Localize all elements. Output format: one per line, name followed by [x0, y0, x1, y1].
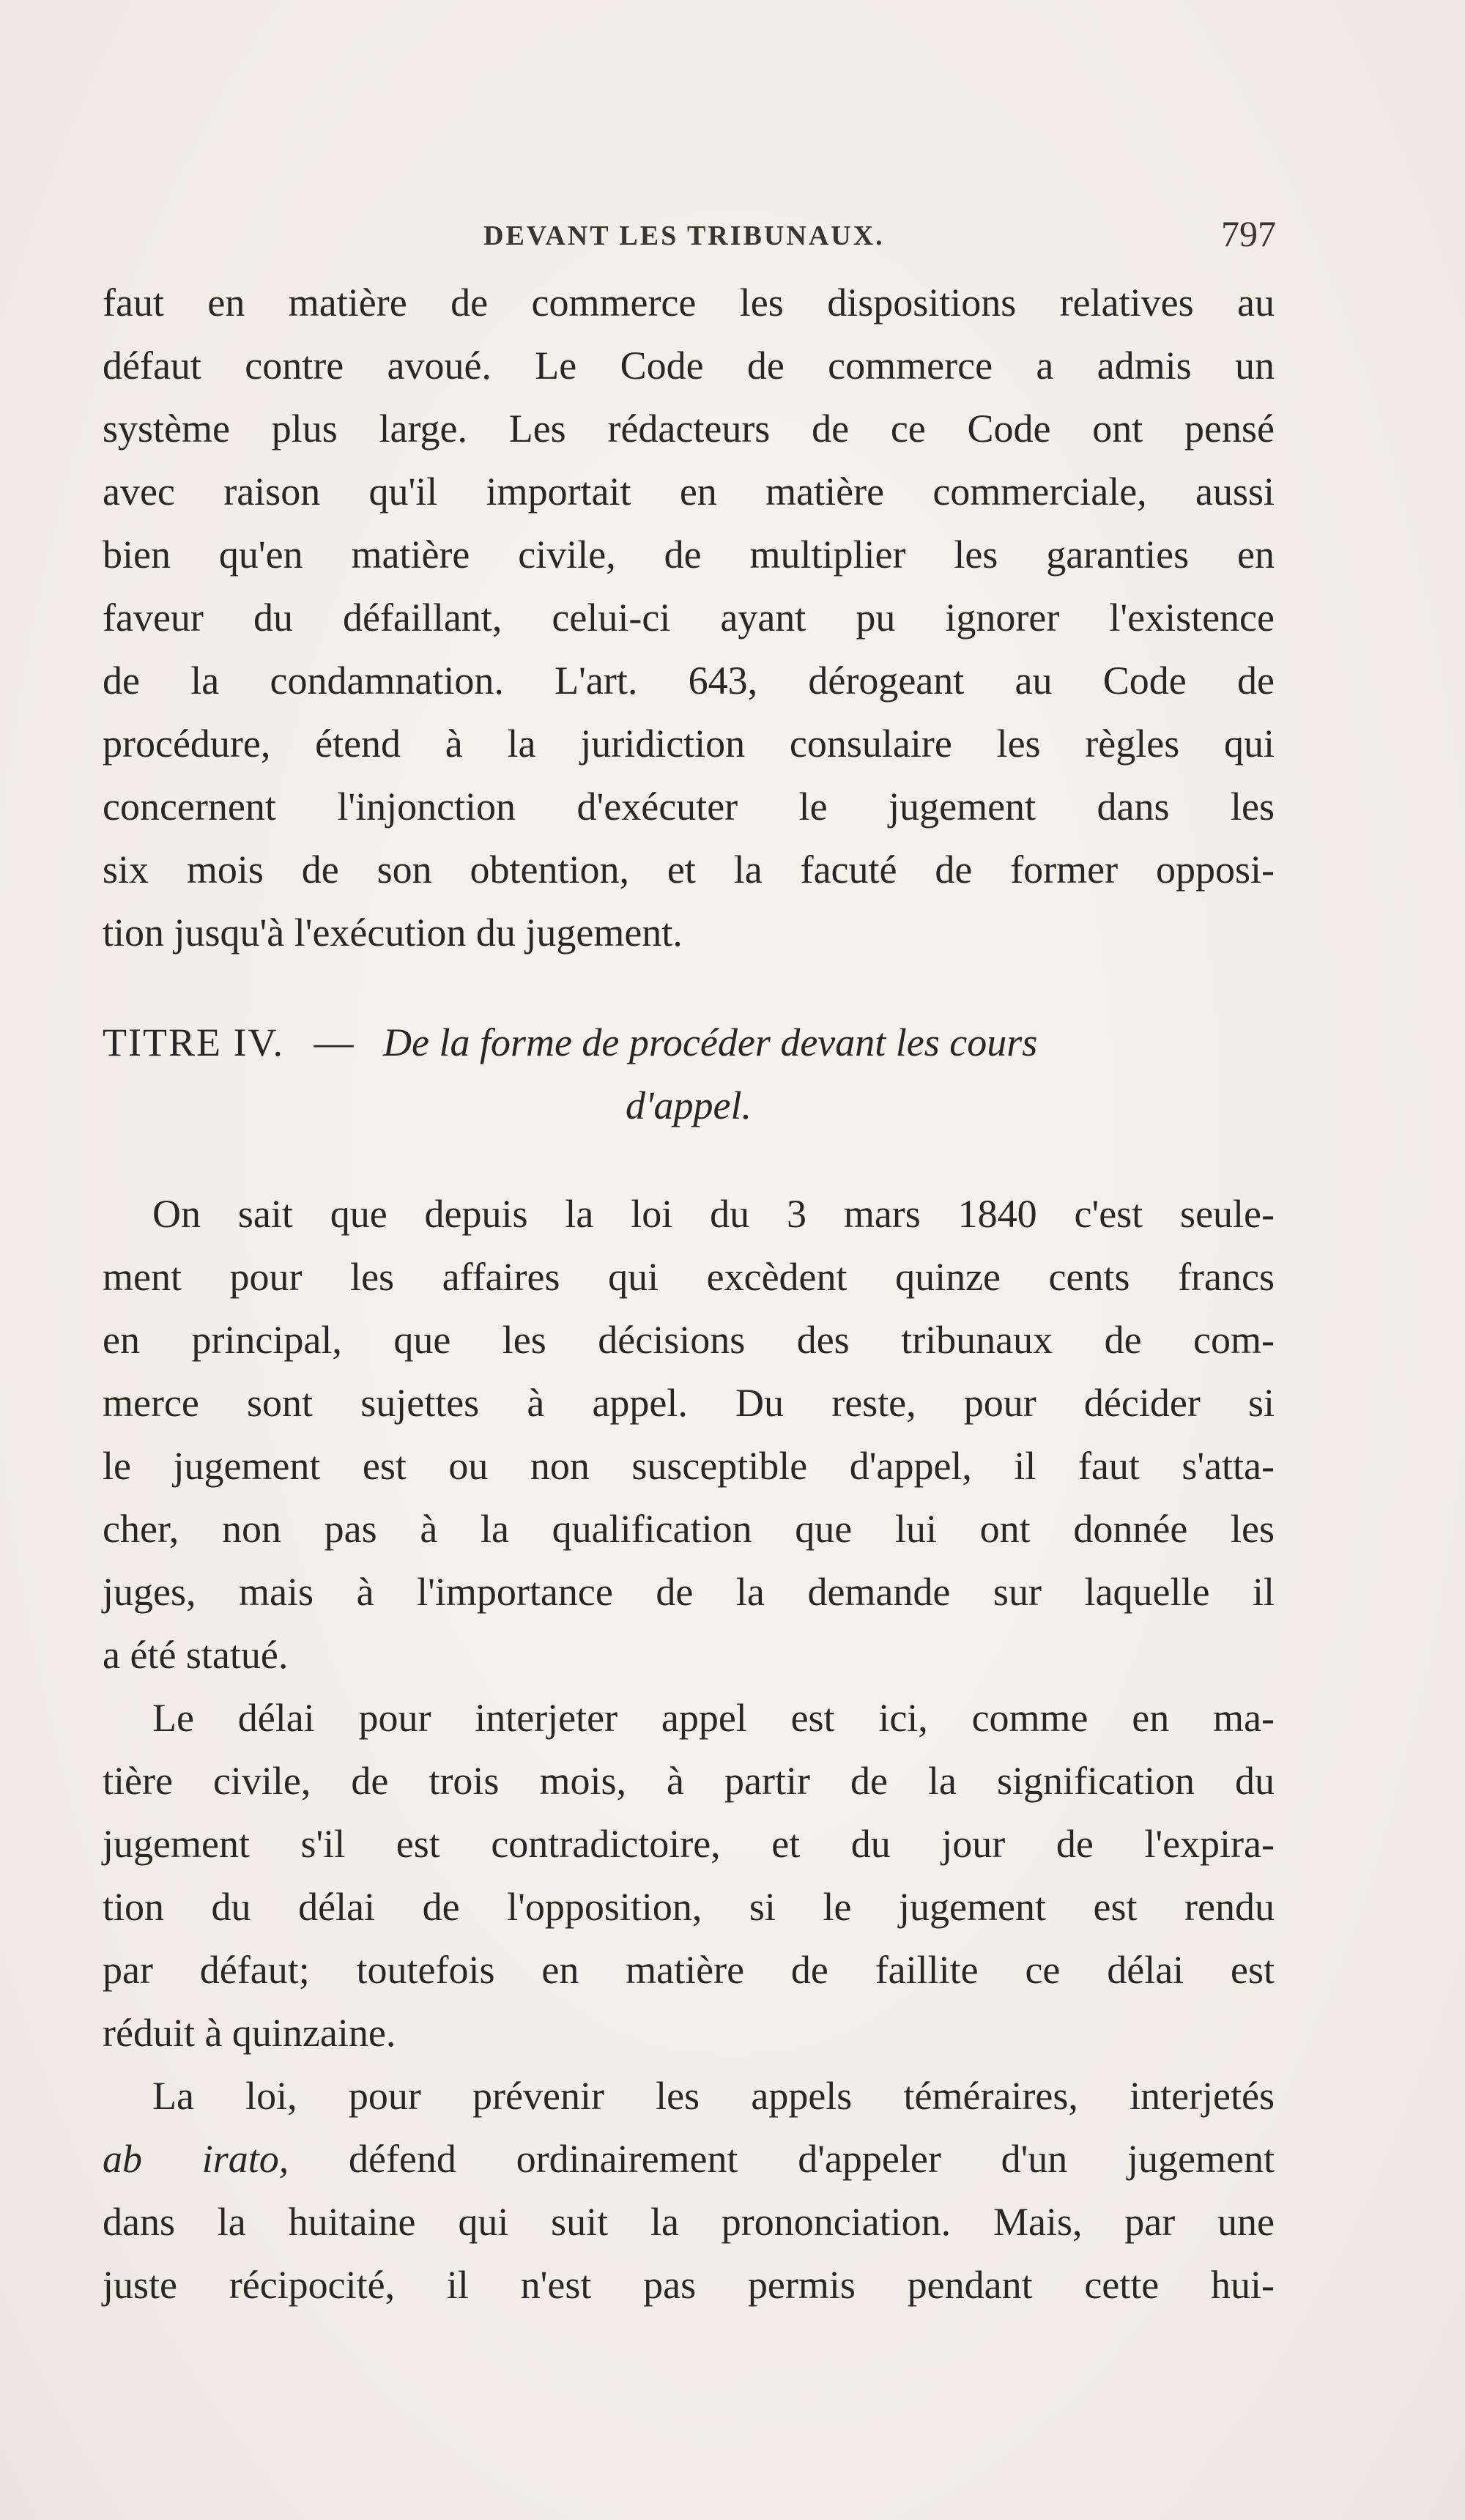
- text-line: a été statué.: [103, 1633, 289, 1677]
- text-line: tion du délai de l'opposition, si le jugement est rendu: [103, 1885, 1275, 1929]
- text-line: cher, non pas à la qualification que lui ont donnée les: [103, 1507, 1275, 1551]
- text-line: ment pour les affaires qui excèdent quinze cents francs: [103, 1255, 1275, 1299]
- running-title: DEVANT LES TRIBUNAUX.: [483, 220, 885, 251]
- text-line: le jugement est ou non susceptible d'appel, il faut s'atta-: [103, 1444, 1275, 1488]
- text-line: juste récipocité, il n'est pas permis pendant cette hui-: [103, 2263, 1275, 2307]
- text-line-rest: défend ordinairement d'appeler d'un jugement: [289, 2137, 1275, 2181]
- text-line: en principal, que les décisions des tribunaux de com-: [103, 1318, 1275, 1362]
- text-line: La loi, pour prévenir les appels téméraires, interjetés: [152, 2074, 1275, 2118]
- latin-phrase: ab irato,: [103, 2137, 289, 2181]
- text-line: six mois de son obtention, et la facuté de former opposi-: [103, 848, 1275, 892]
- paragraph-1: [103, 271, 1275, 964]
- text-line: procédure, étend à la juridiction consulaire les règles qui: [103, 722, 1275, 766]
- text-line: tion jusqu'à l'exécution du jugement.: [103, 911, 683, 955]
- section-title-line-2: d'appel.: [625, 1083, 752, 1127]
- text-line: avec raison qu'il importait en matière commerciale, aussi: [103, 470, 1275, 514]
- paragraph-2: [103, 1182, 1275, 1686]
- text-line: dans la huitaine qui suit la prononciation. Mais, par une: [103, 2200, 1275, 2244]
- section-label: TITRE IV.: [103, 1020, 284, 1064]
- text-line: faut en matière de commerce les dispositions relatives au: [103, 281, 1275, 325]
- text-line: concernent l'injonction d'exécuter le jugement dans les: [103, 785, 1275, 829]
- text-line: jugement s'il est contradictoire, et du jour de l'expira-: [103, 1822, 1275, 1866]
- text-line: Le délai pour interjeter appel est ici, comme en ma-: [152, 1696, 1275, 1740]
- text-line: par défaut; toutefois en matière de faillite ce délai est: [103, 1948, 1275, 1992]
- text-line: de la condamnation. L'art. 643, dérogeant au Code de: [103, 659, 1275, 703]
- text-line: On sait que depuis la loi du 3 mars 1840 c'est seule-: [152, 1192, 1275, 1236]
- section-dash: —: [314, 1020, 354, 1064]
- text-line: système plus large. Les rédacteurs de ce Code ont pensé: [103, 407, 1275, 451]
- text-line: juges, mais à l'importance de la demande sur laquelle il: [103, 1570, 1275, 1614]
- page-number: 797: [1221, 213, 1276, 254]
- text-line: bien qu'en matière civile, de multiplier les garanties en: [103, 533, 1275, 577]
- paragraph-4: [103, 2064, 1275, 2316]
- section-heading-text: De la forme de procéder devant les cours: [382, 1020, 1038, 1064]
- body-text: [103, 271, 1275, 2316]
- text-line: merce sont sujettes à appel. Du reste, pour décider si: [103, 1381, 1275, 1425]
- text-line: faveur du défaillant, celui-ci ayant pu ignorer l'existence: [103, 596, 1275, 640]
- text-line: réduit à quinzaine.: [103, 2011, 396, 2055]
- text-line: tière civile, de trois mois, à partir de la signification du: [103, 1759, 1275, 1803]
- text-line: [103, 2127, 1275, 2190]
- paragraph-3: [103, 1686, 1275, 2064]
- running-head: [103, 212, 1275, 256]
- section-title: [103, 1011, 1275, 1137]
- text-line: défaut contre avoué. Le Code de commerce a admis un: [103, 344, 1275, 388]
- section-title-line-1: [103, 1011, 1275, 1074]
